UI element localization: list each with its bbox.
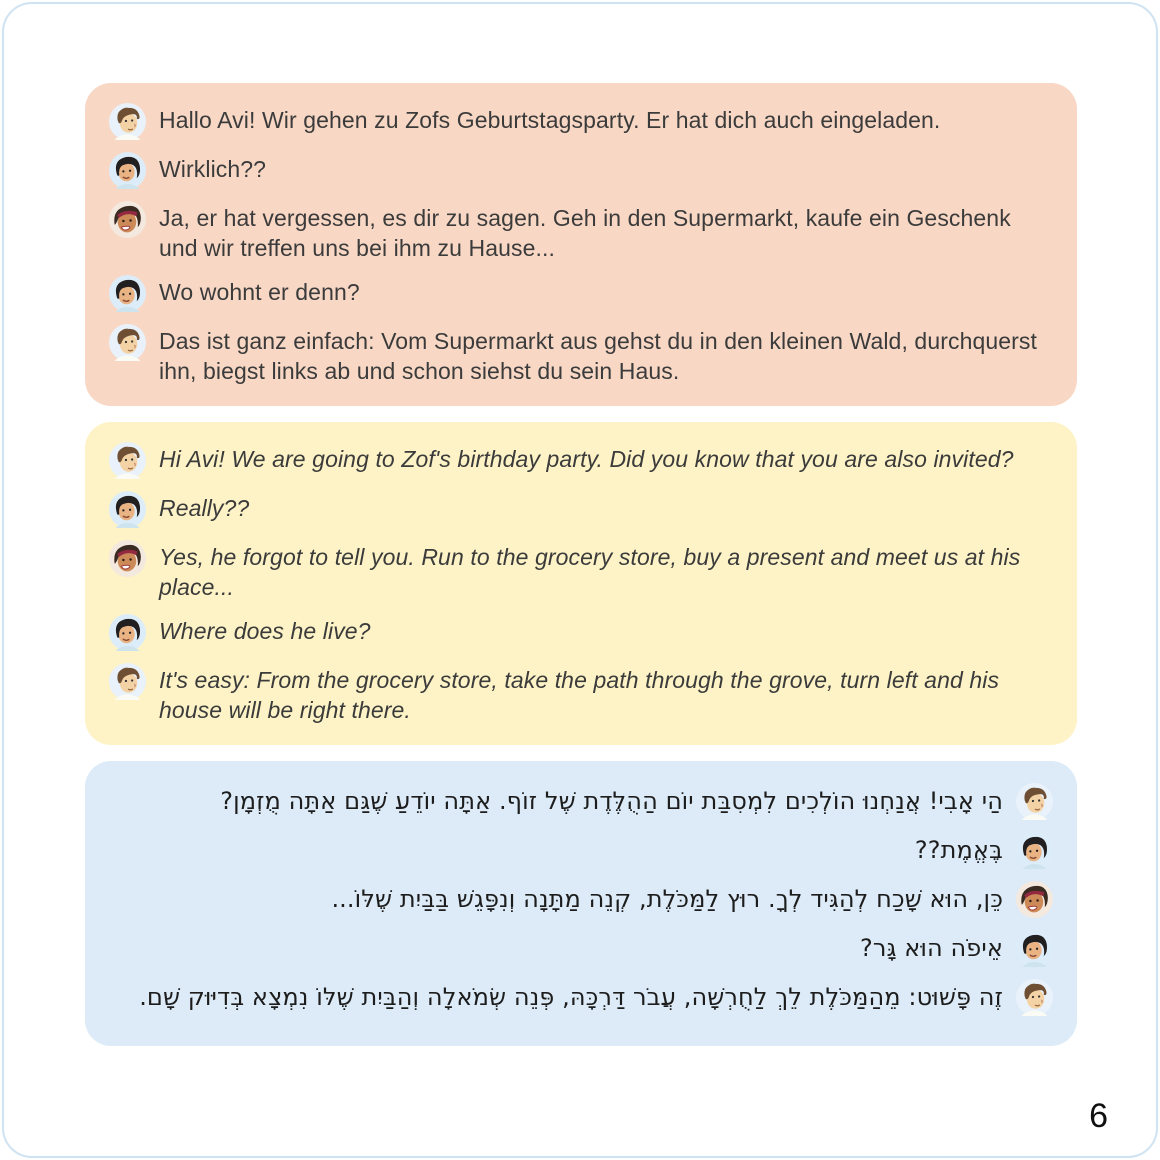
dialog-text: בֶּאֱמֶת?? [914,836,1003,864]
dialog-text: Hi Avi! We are going to Zof's birthday party. Did you know that you are also invited? [159,446,1014,472]
dialog-line [109,781,1053,821]
dialog-line [109,275,1053,312]
dialog-text: Really?? [159,495,250,521]
dialog-line [109,103,1053,140]
dialog-text: זֶה פָּשׁוּט: מֵהַמַּכֹּלֶת לֵךְ לַחֻרְשָׁה, עֲבֹר דַּרְכָּהּ, פְּנֵה שְׂמֹאלָה וְהַבַּיִת שֶׁלּוֹ נִמְצָא בְּדִיּוּק שָׁם. [139,983,1003,1011]
page-number: 6 [1089,1097,1108,1135]
dialog-text: הַי אָבִי! אֲנַחְנוּ הוֹלְכִים לִמְסִבַּת יוֹם הַהֻלֶּדֶת שֶׁל זוֹף. אַתָּה יוֹדֵעַ שֶׁגַּם אַתָּה מֻזְמָן? [220,787,1003,815]
avatar-girl-headband-icon [1016,881,1053,918]
avatar-boy-black-hair-icon [109,614,146,651]
dialog-text: It's easy: From the grocery store, take the path through the grove, turn left and his house will be right there. [159,667,1000,723]
german-dialogue-panel [85,83,1077,406]
avatar-boy-black-hair-icon [109,275,146,312]
dialog-text: Das ist ganz einfach: Vom Supermarkt aus gehst du in den kleinen Wald, durchquerst ihn, biegst links ab und schon siehst du sein Haus. [159,328,1037,384]
avatar-boy-brown-hair-icon [109,663,146,700]
avatar-boy-brown-hair-icon [109,442,146,479]
avatar-boy-black-hair-icon [1016,832,1053,869]
avatar-boy-black-hair-icon [109,152,146,189]
avatar-girl-headband-icon [109,540,146,577]
dialog-text: אֵיפֹה הוּא גָּר? [860,934,1003,962]
english-dialogue-panel [85,422,1077,745]
hebrew-dialogue-panel [85,761,1077,1046]
avatar-girl-headband-icon [109,201,146,238]
avatar-boy-brown-hair-icon [109,324,146,361]
dialog-line [109,201,1053,263]
dialog-line [109,442,1053,479]
dialog-text: Wirklich?? [159,156,267,182]
avatar-boy-black-hair-icon [1016,930,1053,967]
dialog-line [109,663,1053,725]
dialog-text: Yes, he forgot to tell you. Run to the grocery store, buy a present and meet us at his place... [159,544,1021,600]
dialog-line [109,977,1053,1017]
dialog-text: Hallo Avi! Wir gehen zu Zofs Geburtstagsparty. Er hat dich auch eingeladen. [159,107,941,133]
dialog-line [109,928,1053,968]
avatar-boy-brown-hair-icon [1016,979,1053,1016]
dialog-text: Wo wohnt er denn? [159,279,360,305]
dialog-text: כֵּן, הוּא שָׁכַח לְהַגִּיד לְךָ. רוּץ לַמַּכֹּלֶת, קְנֵה מַתָּנָה וְנִפָּגֵשׁ בַּבַּיִת שֶׁלּוֹ... [331,885,1003,913]
avatar-boy-brown-hair-icon [109,103,146,140]
dialog-line [109,879,1053,919]
dialog-line [109,614,1053,651]
dialog-line [109,324,1053,386]
avatar-boy-black-hair-icon [109,491,146,528]
dialogue-panels [85,83,1077,1046]
avatar-boy-brown-hair-icon [1016,783,1053,820]
dialog-line [109,830,1053,870]
dialog-text: Ja, er hat vergessen, es dir zu sagen. Geh in den Supermarkt, kaufe ein Geschenk und wir treffen uns bei ihm zu Hause... [159,205,1011,261]
dialog-line [109,491,1053,528]
dialog-text: Where does he live? [159,618,371,644]
dialog-line [109,540,1053,602]
dialog-line [109,152,1053,189]
